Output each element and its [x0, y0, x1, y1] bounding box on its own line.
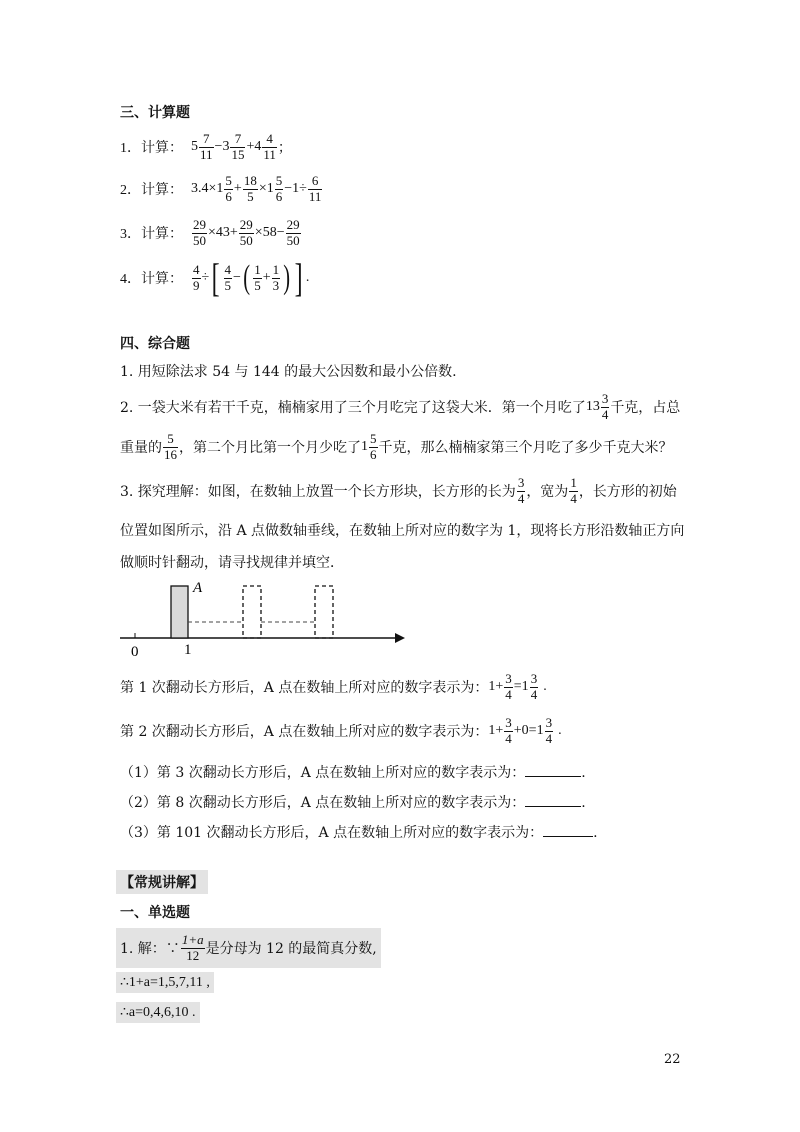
expression-part: 3.4×1 — [191, 181, 224, 196]
answer-line-3: ∴a=0,4,6,10 . — [116, 1002, 200, 1023]
fraction: $\frac{3}{4}$ — [505, 714, 512, 746]
fraction: $\frac{4}{9}$ — [193, 261, 200, 293]
operator: ×58− — [254, 225, 285, 240]
section-title-calculation: 三、计算题 — [120, 105, 190, 121]
answer-blank[interactable] — [543, 822, 593, 837]
question-number: 4． — [120, 272, 141, 287]
fraction: $\frac{29}{50}$ — [239, 216, 253, 248]
operator: − — [233, 270, 241, 285]
question-text: ，长方形的初始 — [578, 484, 677, 500]
mixed-whole: 3 — [222, 139, 230, 154]
page-number: 22 — [664, 1052, 681, 1067]
operator: + — [262, 270, 271, 285]
question-number: 3． — [120, 227, 141, 242]
punctuation: . — [581, 765, 586, 781]
expression-part: =1 — [513, 679, 529, 694]
question-number: 1． — [120, 141, 141, 156]
fraction: $\frac{1}{4}$ — [570, 474, 577, 506]
operator: ×1 — [258, 181, 274, 196]
fraction: $\frac{5}{6}$ — [370, 430, 377, 462]
sub-question-1 — [120, 762, 586, 782]
question-label: 计算： — [141, 183, 183, 198]
mixed-whole: 5 — [191, 139, 198, 154]
sub-question-3 — [120, 822, 598, 842]
sub-question-text: （2）第 8 次翻动长方形后，A 点在数轴上所对应的数字表示为： — [120, 795, 526, 811]
fraction: $\frac{6}{11}$ — [308, 172, 322, 204]
left-paren: ( — [243, 259, 250, 296]
punctuation: . — [558, 723, 562, 738]
section-title-comprehensive: 四、综合题 — [120, 336, 190, 352]
fraction: $\frac{3}{4}$ — [505, 670, 512, 702]
explanation-tag: 【常规讲解】 — [116, 870, 208, 894]
fraction: $\frac{29}{50}$ — [286, 216, 300, 248]
question-text: ，宽为 — [526, 484, 569, 500]
operator: + — [246, 139, 255, 154]
number-one-label: 1 — [184, 642, 192, 658]
flip-2-statement — [120, 714, 562, 748]
answer-blank[interactable] — [525, 762, 581, 777]
mixed-whole: 4 — [254, 139, 262, 154]
question-label: 计算： — [141, 141, 183, 156]
operator: −1÷ — [284, 181, 307, 196]
question-text: 千克，占总 — [610, 400, 681, 416]
number-line-diagram — [115, 578, 415, 660]
answer-line-2: ∴1+a=1,5,7,11 , — [116, 972, 214, 993]
punctuation: . — [593, 825, 598, 841]
calc-question-2 — [120, 172, 323, 206]
question-text: ，第二个月比第一个月少吃了 — [179, 440, 361, 456]
right-bracket: ] — [295, 255, 304, 300]
operator: − — [214, 139, 223, 154]
fraction: $\frac{7}{11}$ — [200, 130, 213, 162]
sub-question-text: （1）第 3 次翻动长方形后，A 点在数轴上所对应的数字表示为： — [120, 765, 526, 781]
fraction: $\frac{4}{11}$ — [263, 130, 276, 162]
expression-part: 1+ — [488, 679, 504, 694]
comprehensive-question-3-line-3: 做顺时针翻动，请寻找规律并填空． — [120, 555, 344, 571]
right-paren: ) — [283, 259, 291, 296]
flip-1-statement — [120, 670, 547, 704]
statement-text: 第 2 次翻动长方形后，A 点在数轴上所对应的数字表示为： — [120, 724, 489, 740]
answer-blank[interactable] — [525, 792, 581, 807]
axis-arrow-icon — [395, 633, 405, 643]
fraction: $\frac{3}{4}$ — [517, 474, 525, 506]
fraction: $\frac{3}{4}$ — [530, 670, 538, 702]
question-label: 计算： — [141, 227, 183, 242]
calc-question-1 — [120, 130, 292, 164]
punctuation: . — [305, 270, 310, 285]
fraction: $\frac{4}{5}$ — [224, 261, 232, 293]
fraction: $\frac{7}{15}$ — [231, 130, 245, 162]
answer-text: 1. 解：∵ — [120, 941, 180, 957]
expression-part: +0=1 — [513, 723, 544, 738]
punctuation: ； — [277, 141, 292, 156]
question-text: 千克，那么楠楠家第三个月吃了多少千克大米？ — [378, 440, 673, 456]
comprehensive-question-3-line-1 — [120, 474, 677, 508]
punctuation: . — [543, 679, 547, 694]
comprehensive-question-2-line-2 — [120, 430, 673, 464]
answer-text: 是分母为 12 的最简真分数, — [205, 941, 377, 957]
calc-question-3 — [120, 216, 302, 250]
sub-question-2 — [120, 792, 586, 812]
operator: ×43+ — [208, 225, 238, 240]
fraction: $\frac{1+a}{12}$ — [181, 931, 204, 963]
comprehensive-question-2-line-1 — [120, 390, 680, 424]
question-text: 重量的 — [120, 440, 162, 456]
calc-question-4 — [120, 256, 309, 300]
fraction: $\frac{5}{6}$ — [275, 172, 283, 204]
comprehensive-question-1: 1. 用短除法求 54 与 144 的最大公因数和最小公倍数. — [120, 364, 457, 380]
question-number: 2． — [120, 183, 141, 198]
rectangle-initial — [171, 586, 188, 638]
fraction: $\frac{29}{50}$ — [193, 216, 206, 248]
operator: + — [233, 181, 242, 196]
operator: ÷ — [201, 270, 210, 285]
fraction: $\frac{5}{6}$ — [225, 172, 232, 204]
fraction: $\frac{1}{3}$ — [272, 261, 280, 293]
question-label: 计算： — [141, 272, 183, 287]
expression-part: 1+ — [488, 723, 504, 738]
comprehensive-question-3-line-2: 位置如图所示，沿 A 点做数轴垂线，在数轴上所对应的数字为 1，现将长方形沿数轴正方向 — [120, 523, 685, 539]
question-text: 2. 一袋大米有若干千克，楠楠家用了三个月吃完了这袋大米．第一个月吃了 — [120, 400, 586, 416]
mixed-whole: 13 — [585, 399, 600, 414]
fraction: $\frac{3}{4}$ — [601, 390, 609, 422]
section-title-single-choice: 一、单选题 — [120, 905, 190, 921]
rectangle-flip-position-1 — [243, 586, 261, 638]
fraction: $\frac{1}{5}$ — [254, 261, 261, 293]
mixed-whole: 1 — [361, 439, 368, 454]
number-zero-label: 0 — [131, 644, 139, 660]
fraction: $\frac{5}{16}$ — [164, 430, 177, 462]
fraction: $\frac{18}{5}$ — [243, 172, 257, 204]
left-bracket: [ — [211, 255, 220, 300]
statement-text: 第 1 次翻动长方形后，A 点在数轴上所对应的数字表示为： — [120, 680, 489, 696]
punctuation: . — [581, 795, 586, 811]
sub-question-text: （3）第 101 次翻动长方形后，A 点在数轴上所对应的数字表示为： — [120, 825, 544, 841]
point-a-label: A — [193, 580, 203, 596]
question-text: 3. 探究理解：如图，在数轴上放置一个长方形块，长方形的长为 — [120, 484, 516, 500]
answer-line-1 — [116, 928, 381, 968]
fraction: $\frac{3}{4}$ — [545, 714, 553, 746]
rectangle-flip-position-2 — [315, 586, 333, 638]
